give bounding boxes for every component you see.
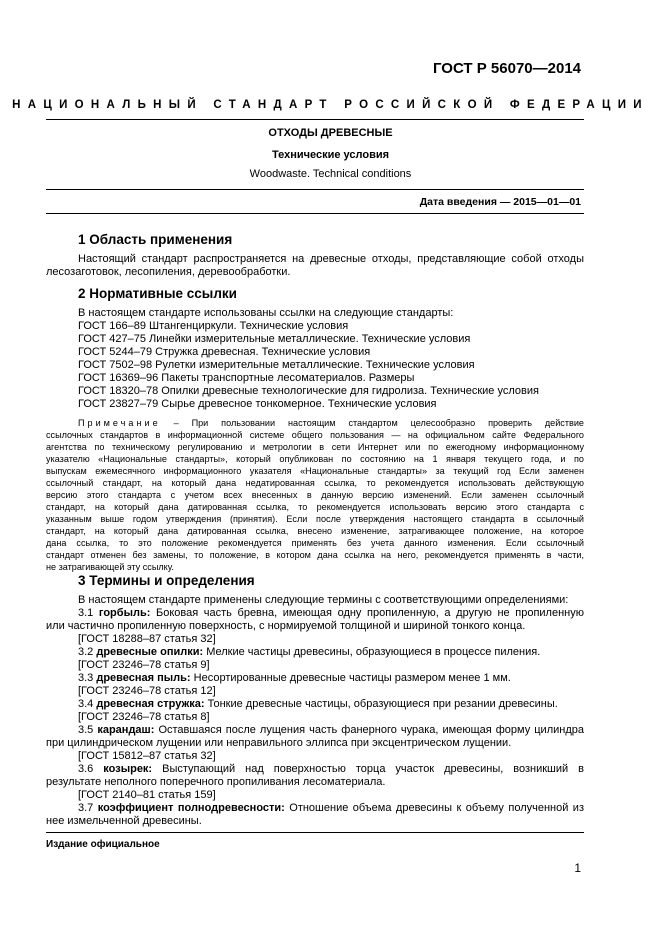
note-line: версию этого стандарта с учетом всех внесенных в данную версию изменений. Если заменен ссылочный [46,490,584,500]
term-3-3-name: древесная пыль: [96,672,191,684]
term-3-4: 3.4 древесная стружка: Тонкие древесные частицы, образующиеся при резании древесины. [78,698,558,710]
reference-item: ГОСТ 18320–78 Опилки древесные технологические для гидролиза. Технические условия [78,385,539,397]
section-1-heading: 1 Область применения [78,232,233,247]
section-1-line-1: Настоящий стандарт распространяется на древесные отходы, представляющие собой отходы [78,253,584,265]
term-3-1-source: [ГОСТ 18288–87 статья 32] [78,633,216,645]
term-3-6-line-2: результате неполного поперечного пропиливания лесоматериала. [46,776,386,788]
note-line: указанным выше годом утверждения (принятия). Если после утверждения настоящего стандарта в ссылочный [46,514,584,524]
section-1-line-2: лесозаготовок, лесопиления, деревообработки. [46,266,291,278]
note-line: агентства по техническому регулированию и метрологии в сети Интернет или по ежегодному информационному [46,442,584,452]
term-3-5-name: карандаш: [97,724,155,736]
note-line: указателю «Национальные стандарты», который опубликован по состоянию на 1 января текущего года, и по [46,454,584,464]
footer-divider [46,832,584,833]
note-label: Примечание [78,418,161,428]
reference-item: ГОСТ 23827–79 Сырье древесное тонкомерное. Технические условия [78,398,437,410]
term-3-3: 3.3 древесная пыль: Несортированные древесные частицы размером менее 1 мм. [78,672,511,684]
section-3-heading: 3 Термины и определения [78,573,255,588]
term-3-2: 3.2 древесные опилки: Мелкие частицы древесины, образующиеся в процессе пиления. [78,646,541,658]
term-3-6-source: [ГОСТ 2140–81 статья 159] [78,789,216,801]
term-3-4-source: [ГОСТ 23246–78 статья 8] [78,711,210,723]
introduction-date: Дата введения — 2015—01—01 [419,196,581,208]
term-3-7-name: коэффициент полнодревесности: [97,802,285,814]
term-3-5-source: [ГОСТ 15812–87 статья 32] [78,750,216,762]
document-number: ГОСТ Р 56070—2014 [432,60,581,77]
term-3-5-line-1: 3.5 карандаш: Оставшаяся после лущения часть фанерного чурака, имеющая форму цилиндра [78,724,584,736]
divider-mid [46,189,584,190]
divider-bottom [46,213,584,214]
note-line: дана ссылка, то это положение рекомендуется применять без учета данного изменения. Если ссылочный [46,538,584,548]
note-line: стандарт, на который дана датированная ссылка, то рекомендуется использовать версию этого стандарта с [46,502,584,512]
note-block [46,417,584,573]
term-3-2-source: [ГОСТ 23246–78 статья 9] [78,659,210,671]
term-3-1-line-1: 3.1 горбыль: Боковая часть бревна, имеющая одну пропиленную, а другую не пропиленную [78,607,584,619]
reference-item: ГОСТ 16369–96 Пакеты транспортные лесоматериалов. Размеры [78,372,415,384]
reference-item: ГОСТ 5244–79 Стружка древесная. Технические условия [78,346,371,358]
reference-item: ГОСТ 427–75 Линейки измерительные металлические. Технические условия [78,333,471,345]
national-standard-title: НАЦИОНАЛЬНЫЙ СТАНДАРТ РОССИЙСКОЙ ФЕДЕРАЦИИ [12,99,649,111]
term-3-5-line-2: при цилиндрическом лущении или неправильного эллипса при эксцентрическом лущении. [46,737,512,749]
standard-english-title: Woodwaste. Technical conditions [249,168,412,180]
note-line: стандарт отменен без замены, то положение, в котором дана ссылка на него, рекомендуется применять в части, [46,550,584,560]
reference-item: ГОСТ 7502–98 Рулетки измерительные металлические. Технические условия [78,359,475,371]
note-line: Примечание – При пользовании настоящим стандартом целесообразно проверить действие [78,418,584,428]
section-3-intro: В настоящем стандарте применены следующие термины с соответствующими определениями: [78,594,569,606]
note-line: не затрагивающей эту ссылку. [46,562,174,572]
term-3-4-name: древесная стружка: [96,698,205,710]
section-2-intro: В настоящем стандарте использованы ссылки на следующие стандарты: [78,307,454,319]
term-3-1-line-2: или частично пропиленную поверхность, с нормируемой толщиной и шириной тонкого конца. [46,620,526,632]
term-3-7-line-2: нее измельченной древесины. [46,815,202,827]
term-3-2-name: древесные опилки: [96,646,204,658]
term-3-7-line-1: 3.7 коэффициент полнодревесности: Отношение объема древесины к объему полученной из [78,802,584,814]
term-3-6-name: козырек: [103,763,153,775]
term-3-1-name: горбыль: [98,607,151,619]
standard-subtitle: Технические условия [271,149,390,161]
reference-item: ГОСТ 166–89 Штангенциркули. Технические условия [78,320,349,332]
term-3-3-source: [ГОСТ 23246–78 статья 12] [78,685,216,697]
note-line: ссылочных стандартов в информационной системе общего пользования — на официальном сайте Федерального [46,430,584,440]
edition-label: Издание официальное [46,839,160,850]
note-line: выпускам ежемесячного информационного указателя «Национальные стандарты» за текущий год Если заменен [46,466,584,476]
note-line: ссылочный стандарт, на который дана недатированная ссылка, то рекомендуется использовать действующую [46,478,584,488]
section-2-heading: 2 Нормативные ссылки [78,286,237,301]
standard-title: ОТХОДЫ ДРЕВЕСНЫЕ [268,127,393,139]
term-3-6-line-1: 3.6 козырек: Выступающий над поверхностью торца участок древесины, возникший в [78,763,585,775]
note-line: стандарт, на который дана датированная ссылка, внесено изменение, затрагивающее положение, на которое [46,526,584,536]
page-number: 1 [574,861,581,875]
divider-top [46,119,584,120]
